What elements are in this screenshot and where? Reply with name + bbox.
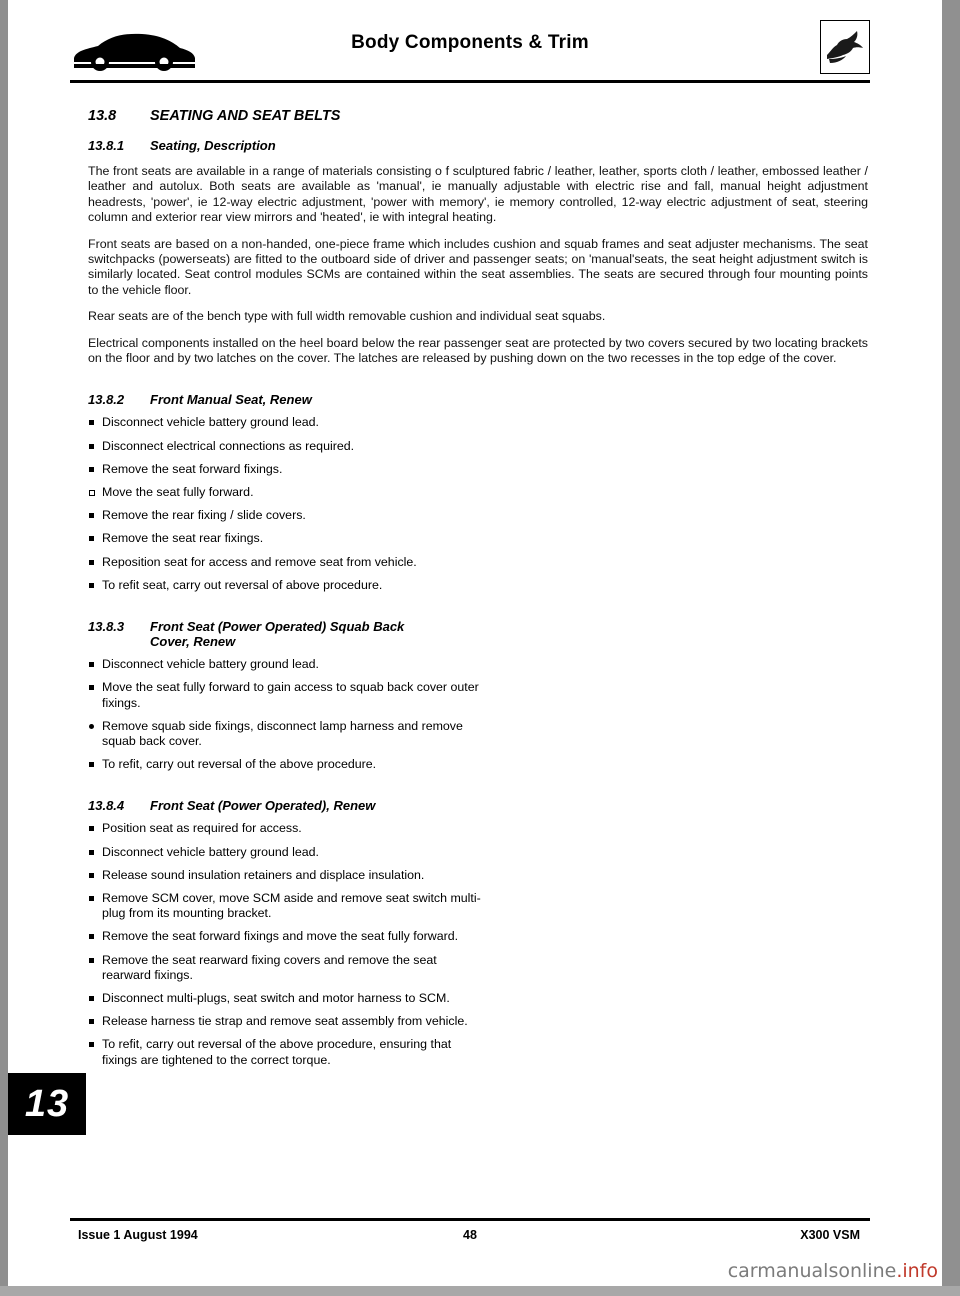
subsection-title: Seating, Description [150,138,276,153]
footer-divider [70,1218,870,1221]
footer-page-number: 48 [463,1228,477,1242]
bullet-icon [89,685,94,690]
watermark-text-2: online [838,1260,897,1282]
list-item [88,1014,488,1029]
section-heading-13-8 [88,108,868,124]
list-item-text: Release sound insulation retainers and displace insulation. [102,867,425,882]
list-item-text: Remove the seat rearward fixing covers and remove the seat rearward fixings. [102,952,437,982]
bullet-icon [89,873,94,878]
footer-manual-code: X300 VSM [800,1228,860,1242]
list-item [88,531,868,546]
page-left-margin-shadow [0,0,8,1296]
bullet-icon [89,662,94,667]
bullet-icon [89,850,94,855]
list-item-text: Disconnect vehicle battery ground lead. [102,844,319,859]
list-item-text: Disconnect vehicle battery ground lead. [102,415,319,430]
list-item [88,415,868,430]
bullet-icon [89,958,94,963]
page-right-margin-shadow [942,0,960,1296]
section-heading-13-8-1 [88,138,868,153]
list-item-text: Move the seat fully forward to gain access to squab back cover outer fixings. [102,680,479,710]
bullet-icon [89,560,94,565]
watermark [728,1260,938,1282]
list-item [88,508,868,523]
watermark-dot: .info [896,1260,938,1282]
subsection-title-line-2: Cover, Renew [150,634,236,650]
list-item-text: Remove the seat forward fixings and move the seat fully forward. [102,929,459,944]
list-item [88,929,488,944]
page-content [88,100,868,1068]
list-item [88,680,488,710]
footer-issue: Issue 1 August 1994 [78,1228,198,1242]
bullet-icon [89,1042,94,1047]
page-title: Body Components & Trim [351,32,589,53]
page-bottom-margin-shadow [0,1286,960,1296]
section-title: SEATING AND SEAT BELTS [150,108,341,124]
list-item-text: To refit, carry out reversal of the above procedure. [102,757,377,772]
subsection-number: 13.8.2 [88,392,125,408]
list-item [88,991,488,1006]
list-item-text: Position seat as required for access. [102,821,302,836]
list-item [88,845,488,860]
list-item [88,485,868,500]
bullet-icon [89,826,94,831]
paragraph-front-seat-frame: Front seats are based on a non-handed, one-piece frame which includes cushion and squab frames and seat adjuster mechanisms. The seat switchpacks (powerseats) are fitted to the outboard side of driver and passenger seats; on 'manual'seats, the seat height adjustment switch is similarly located. Seat control modules SCMs are contained within the seat assemblies. The seats are secured through four mounting points to the vehicle floor. [88,236,868,297]
list-item [88,757,488,772]
header-divider [70,80,870,83]
subsection-title: Front Manual Seat, Renew [150,392,312,408]
list-item-text: Remove squab side fixings, disconnect lamp harness and remove squab back cover. [102,718,463,748]
list-item-text: To refit seat, carry out reversal of above procedure. [102,577,383,592]
list-item [88,555,868,570]
list-item-text: To refit, carry out reversal of the above procedure, ensuring that fixings are tightened to the correct torque. [102,1037,452,1067]
bullet-icon [89,996,94,1001]
list-item-text: Move the seat fully forward. [102,485,254,500]
car-silhouette-icon [72,28,197,74]
subsection-number: 13.8.1 [88,138,125,153]
subsection-number: 13.8.3 [88,619,125,635]
section-number: 13.8 [88,108,117,124]
watermark-text-1: carmanuals [727,1260,839,1282]
procedure-list-squab-back-cover [88,657,488,772]
list-item [88,657,488,672]
list-item-text: Remove the seat rear fixings. [102,531,264,546]
list-item [88,868,488,883]
subsection-title-wrap [150,619,404,649]
subsection-number: 13.8.4 [88,798,125,814]
list-item-text: Reposition seat for access and remove seat from vehicle. [102,554,417,569]
bullet-icon [89,513,94,518]
list-item [88,891,488,921]
list-item [88,719,488,749]
jaguar-leaper-icon [820,20,870,74]
list-item-text: Release harness tie strap and remove seat assembly from vehicle. [102,1014,468,1029]
list-item [88,578,868,593]
paragraph-rear-seats: Rear seats are of the bench type with full width removable cushion and individual seat squabs. [88,309,606,324]
paragraph-electrical-components: Electrical components installed on the heel board below the rear passenger seat are protected by two covers secured by two locating brackets on the floor and by two latches on the cover. The latches are released by pushing down on the two recesses in the top edge of the cover. [88,335,868,366]
list-item [88,462,868,477]
bullet-icon [89,934,94,939]
section-heading-13-8-4 [88,798,868,813]
bullet-icon [89,444,94,449]
bullet-icon [89,1019,94,1024]
subsection-title: Front Seat (Power Operated), Renew [150,798,376,814]
list-item [88,1037,488,1067]
list-item-text: Disconnect vehicle battery ground lead. [102,657,319,672]
bullet-icon [89,762,94,767]
bullet-icon [89,490,95,496]
list-item-text: Remove SCM cover, move SCM aside and remove seat switch multi-plug from its mounting bracket. [102,890,481,921]
section-heading-13-8-3 [88,619,868,649]
chapter-tab: 13 [8,1073,86,1135]
list-item-text: Disconnect electrical connections as required. [102,438,355,453]
list-item-text: Disconnect multi-plugs, seat switch and motor harness to SCM. [102,990,450,1005]
list-item [88,821,488,836]
bullet-icon [89,583,94,588]
subsection-title-line-1: Front Seat (Power Operated) Squab Back [150,619,405,635]
procedure-list-front-power-seat [88,821,488,1067]
bullet-icon [89,467,94,472]
procedure-list-front-manual-seat [88,415,868,593]
paragraph-seating-materials: The front seats are available in a range of materials consisting o f sculptured fabric / leather, leather, sports cloth / leather, embossed leather / leather and autolux. Both seats are available as 'manual', ie manually adjustable with electric rise and fall, manual height adjustment headrests, 'power', ie 12-way electric adjustment, 'power with memory', ie memory controlled, 12-way electric adjustment of seat, steering column and exterior rear view mirrors and 'heated', ie with integral heating. [88,164,868,225]
page-footer [70,1228,870,1248]
bullet-icon [89,420,94,425]
list-item [88,439,868,454]
list-item [88,953,488,983]
list-item-text: Remove the seat forward fixings. [102,461,283,476]
section-heading-13-8-2 [88,392,868,407]
bullet-icon [89,724,94,729]
list-item-text: Remove the rear fixing / slide covers. [102,508,306,523]
bullet-icon [89,896,94,901]
bullet-icon [89,536,94,541]
